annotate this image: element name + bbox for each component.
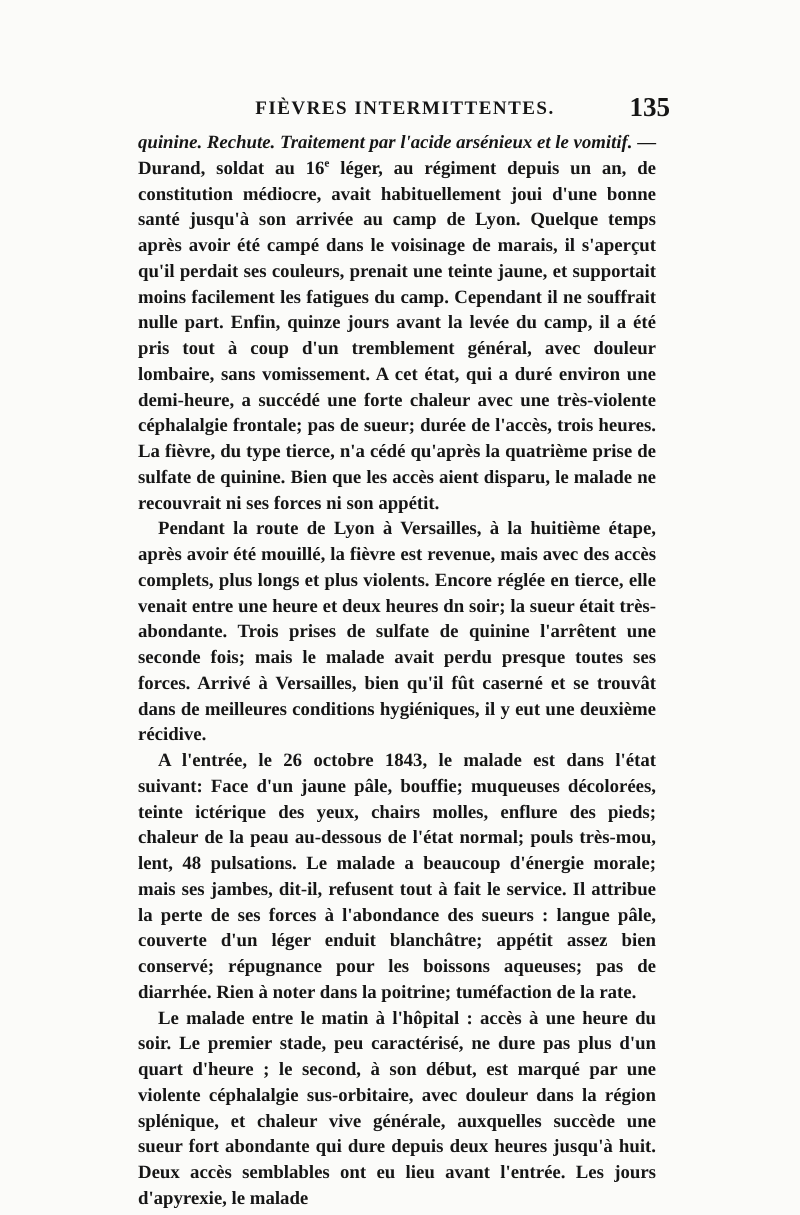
- paragraph-1: [138, 130, 656, 516]
- page-header: [140, 92, 670, 128]
- paragraph-3: A l'entrée, le 26 octobre 1843, le malade est dans l'état suivant: Face d'un jaune pâle, bouffie; muqueuses décolorées, teinte ictérique des yeux, chairs molles, enflure des pieds; chaleur de la peau au-dessous de l'état normal; pouls très-mou, lent, 48 pulsations. Le malade a beaucoup d'énergie morale; mais ses jambes, dit-il, refusent tout à fait le service. Il attribue la perte de ses forces à l'abondance des sueurs : langue pâle, couverte d'un léger enduit blanchâtre; appétit assez bien conservé; répugnance pour les boissons aqueuses; pas de diarrhée. Rien à noter dans la poitrine; tuméfaction de la rate.: [138, 750, 656, 1003]
- case-lead: quinine. Rechute. Traitement par l'acide arsénieux et le vomitif.: [138, 132, 633, 153]
- paragraph-2: Pendant la route de Lyon à Versailles, à la huitième étape, après avoir été mouillé, la fièvre est revenue, mais avec des accès complets, plus longs et plus violents. Encore réglée en tierce, elle venait entre une heure et deux heures dn soir; la sueur était très-abondante. Trois prises de sulfate de quinine l'arrêtent une seconde fois; mais le malade avait perdu presque toutes ses forces. Arrivé à Versailles, bien qu'il fût caserné et se trouvât dans de meilleures conditions hygiéniques, il y eut une deuxième récidive.: [138, 518, 656, 746]
- page-number: 135: [629, 92, 670, 122]
- running-title: FIÈVRES INTERMITTENTES.: [255, 98, 555, 119]
- paragraph-4: Le malade entre le matin à l'hôpital : accès à une heure du soir. Le premier stade, peu caractérisé, ne dure pas plus d'un quart d'heure ; le second, à son début, est marqué par une violente céphalalgie sus-orbitaire, avec douleur dans la région splénique, et chaleur vive générale, auxquelles succède une sueur fort abondante qui dure depuis deux heures jusqu'à huit. Deux accès semblables ont eu lieu avant l'entrée. Les jours d'apyrexie, le malade: [138, 1007, 656, 1209]
- paragraph-1-text: — Durand, soldat au 16: [138, 132, 656, 179]
- paragraph-1-text-cont: léger, au régiment depuis un an, de constitution médiocre, avait habituellement joui d'une bonne santé jusqu'à son arrivée au camp de Lyon. Quelque temps après avoir été campé dans le voisinage de marais, il s'aperçut qu'il perdait ses couleurs, prenait une teinte jaune, et supportait moins facilement les fatigues du camp. Cependant il ne souffrait nulle part. Enfin, quinze jours avant la levée du camp, il a été pris tout à coup d'un tremblement général, avec douleur lombaire, sans vomissement. A cet état, qui a duré environ une demi-heure, a succédé une forte chaleur avec une très-violente céphalalgie frontale; pas de sueur; durée de l'accès, trois heures. La fièvre, du type tierce, n'a cédé qu'après la quatrième prise de sulfate de quinine. Bien que les accès aient disparu, le malade ne recouvrait ni ses forces ni son appétit.: [138, 157, 656, 514]
- superscript: e: [324, 157, 330, 170]
- body-text: [138, 130, 656, 1212]
